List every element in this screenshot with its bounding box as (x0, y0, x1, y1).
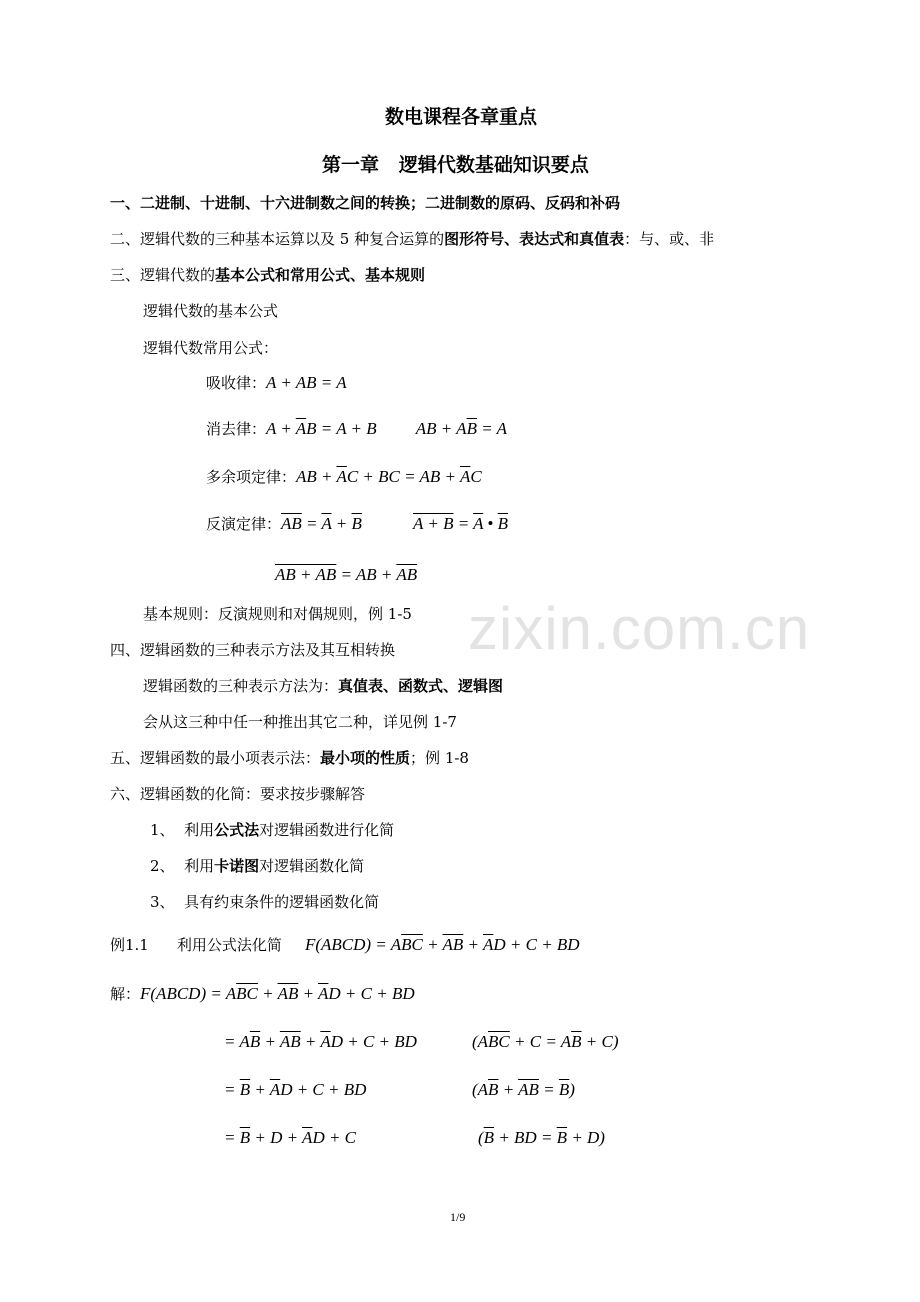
xor-identity: AB + AB = AB + $\overline{AB}$ (275, 565, 418, 584)
redundant-label: 多余项定律： (206, 468, 297, 486)
watermark: zixin.com.cn (468, 595, 811, 662)
section-1-text: 二进制、十进制、十六进制数之间的转换；二进制数的原码、反码和补码 (140, 194, 621, 212)
section-6-item (150, 820, 394, 840)
section-6-item (150, 856, 364, 876)
elimination-formula-1: $A + \overline{A}B = A + B$ (266, 419, 377, 438)
section-6-item-num: 1、 (150, 821, 175, 839)
section-2-tail: ：与、或、非 (624, 230, 715, 248)
section-2-num: 二、 (110, 230, 141, 248)
solution-note-1: $(A\overline{BC} + C = A\overline{B} + C)$ (472, 1032, 619, 1051)
solution-line-1 (110, 983, 415, 1005)
section-6-item-pre: 利用 (184, 821, 215, 839)
solution-step-2: = $\overline{B} + \overline{A}D + C$ + BD (224, 1080, 367, 1099)
section-3-num: 三、 (110, 266, 141, 284)
section-3 (110, 265, 425, 285)
page-title: 数电课程各章重点 (385, 106, 538, 128)
redundant-formula: AB + $\overline{A}C$ + BC = AB + $\overline{A}C$ (296, 467, 482, 486)
section-6-item-num: 2、 (150, 857, 175, 875)
section-6-item-pre: 具有约束条件的逻辑函数化简 (184, 893, 380, 911)
demorgan-formula-1: $\overline{AB} = \overline{A} + \overline{B}$ (281, 514, 362, 533)
example-label: 例1.1 (110, 936, 149, 954)
section-5-bold: 最小项的性质 (320, 749, 411, 767)
elimination-label: 消去律： (206, 420, 267, 438)
section-2-bold: 图形符号、表达式和真值表 (444, 230, 625, 248)
section-6-item-pre: 利用 (184, 857, 215, 875)
section-5 (110, 748, 469, 768)
section-6-item-bold: 公式法 (214, 821, 260, 839)
absorption-formula: A + AB = A (266, 373, 347, 392)
section-4 (110, 640, 395, 660)
example-formula: F(ABCD) = $A\overline{BC} + \overline{AB} + \overline{A}D + C$ + BD (304, 935, 580, 954)
section-6-num: 六、 (110, 785, 141, 803)
section-6-text: 逻辑函数的化简：要求按步骤解答 (140, 785, 366, 803)
section-4-line-2: 会从这三种中任一种推出其它二种，详见例 1-7 (143, 713, 457, 731)
section-6-item-bold: 卡诺图 (214, 857, 260, 875)
section-6 (110, 784, 365, 804)
example-1-1 (110, 934, 580, 956)
absorption-law (206, 372, 347, 394)
section-5-num: 五、 (110, 749, 141, 767)
redundant-law (206, 466, 482, 488)
elimination-formula-2: AB + $A\overline{B} = A$ (415, 419, 508, 438)
section-1 (110, 193, 620, 213)
demorgan-law (206, 513, 508, 535)
solution-note-3: ($\overline{B}$ + BD = $\overline{B} + D$) (478, 1128, 605, 1147)
section-4-line-1-bold: 真值表、函数式、逻辑图 (338, 677, 504, 695)
solution-step-3: = $\overline{B} + D + \overline{A}D + C$ (224, 1128, 357, 1147)
section-5-tail: ；例 1-8 (410, 749, 469, 767)
section-2 (110, 229, 714, 249)
section-6-item-post: 对逻辑函数化简 (259, 857, 365, 875)
section-5-text: 逻辑函数的最小项表示法： (140, 749, 321, 767)
chapter-title: 第一章 逻辑代数基础知识要点 (322, 154, 589, 176)
common-formulas-line: 逻辑代数常用公式： (143, 339, 279, 357)
basic-rules-line: 基本规则：反演规则和对偶规则，例 1-5 (143, 605, 412, 623)
section-6-item-post: 对逻辑函数进行化简 (259, 821, 395, 839)
section-3-text: 逻辑代数的 (140, 266, 216, 284)
section-4-num: 四、 (110, 641, 141, 659)
section-4-text: 逻辑函数的三种表示方法及其互相转换 (140, 641, 396, 659)
elimination-law (206, 418, 507, 440)
section-3-bold: 基本公式和常用公式、基本规则 (215, 266, 426, 284)
basic-formulas-line: 逻辑代数的基本公式 (143, 302, 279, 320)
absorption-label: 吸收律： (206, 374, 267, 392)
page-number: 1/9 (450, 1210, 466, 1224)
section-4-line-1 (143, 676, 503, 696)
solution-step-1: = $A\overline{B} + \overline{AB} + \overline{A}D + C$ + BD (224, 1032, 417, 1051)
section-1-num: 一、 (110, 194, 141, 212)
section-6-item-num: 3、 (150, 893, 175, 911)
example-text: 利用公式法化简 (176, 936, 282, 954)
demorgan-formula-2: $A + B = \overline{A}$ • $\overline{B}$ (413, 514, 509, 533)
solution-formula-1: F(ABCD) = $A\overline{BC} + \overline{AB} + \overline{A}D + C$ + BD (140, 984, 415, 1003)
section-6-item (150, 892, 379, 912)
demorgan-label: 反演定律： (206, 515, 282, 533)
section-2-text: 逻辑代数的三种基本运算以及 5 种复合运算的 (140, 230, 445, 248)
solution-note-2: $(A\overline{B} + \overline{AB} = \overline{B})$ (472, 1080, 575, 1099)
solution-label: 解： (110, 985, 141, 1003)
section-4-line-1-text: 逻辑函数的三种表示方法为： (143, 677, 339, 695)
